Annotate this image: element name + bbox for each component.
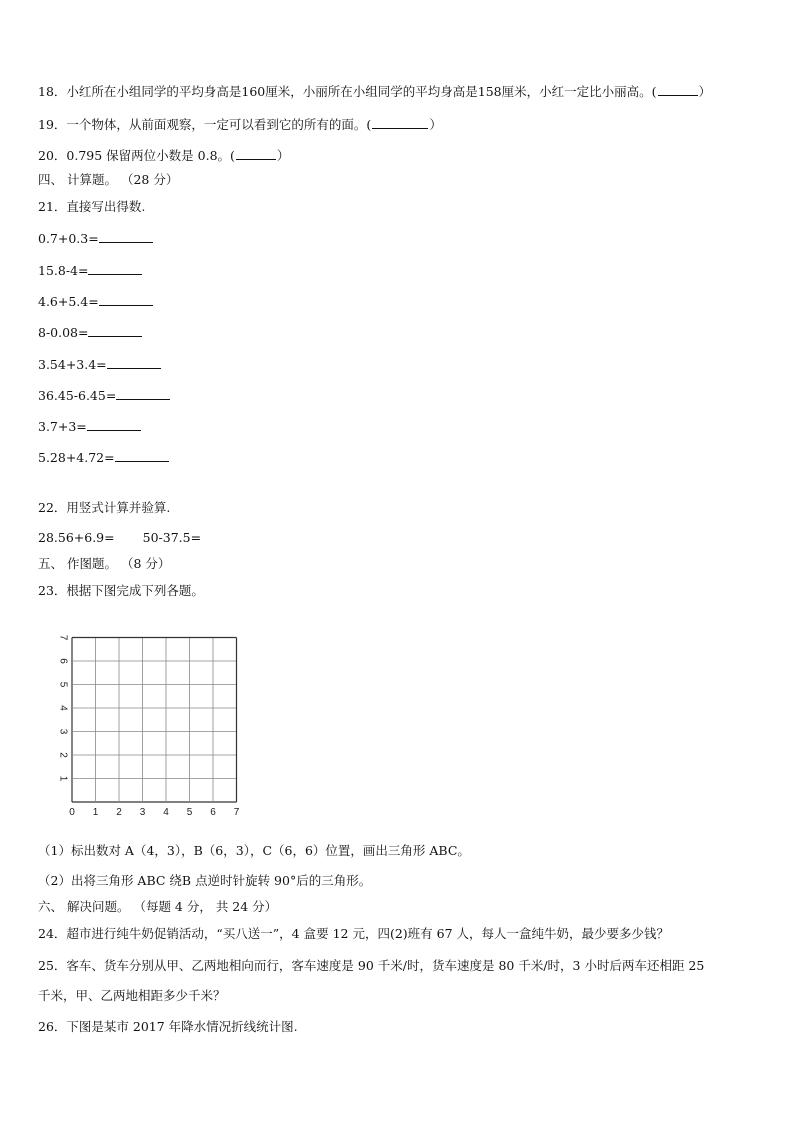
question-22-expressions <box>38 530 201 546</box>
section-4-heading: 四、 计算题。 （28 分） <box>38 172 179 187</box>
y-tick-label: 5 <box>57 681 69 688</box>
answer-blank[interactable] <box>372 116 428 129</box>
y-tick-label: 3 <box>57 728 69 735</box>
x-tick-label: 7 <box>233 807 240 818</box>
answer-blank[interactable] <box>658 83 698 96</box>
answer-blank[interactable] <box>87 418 141 431</box>
answer-blank[interactable] <box>236 147 276 160</box>
calc-item: 15.8-4= <box>38 262 142 279</box>
y-tick-label: 1 <box>57 775 69 782</box>
y-tick-label: 2 <box>57 752 69 758</box>
answer-blank[interactable] <box>115 449 169 462</box>
question-20: 20．0.795 保留两位小数是 0.8。( ） <box>38 148 290 163</box>
question-23-title: 23．根据下图完成下列各题。 <box>38 583 204 598</box>
question-18-text: 18．小红所在小组同学的平均身高是160厘米，小丽所在小组同学的平均身高是158厘米，小红一定比小丽高。 <box>38 84 652 99</box>
question-25-line-2: 千米，甲、乙两地相距多少千米？ <box>38 988 226 1003</box>
question-23-sub1: （1）标出数对 A（4，3），B（6，3），C（6，6）位置，画出三角形 ABC。 <box>38 843 470 858</box>
y-tick-label: 4 <box>57 705 69 711</box>
question-20-text: 20．0.795 保留两位小数是 0.8。 <box>38 148 231 163</box>
calc-item: 0.7+0.3= <box>38 230 153 247</box>
expr-2: 50-37.5= <box>142 530 202 545</box>
question-19: 19．一个物体，从前面观察，一定可以看到它的所有的面。( ） <box>38 117 442 132</box>
answer-blank[interactable] <box>107 356 161 369</box>
x-tick-label: 0 <box>69 807 75 818</box>
answer-blank[interactable] <box>99 293 153 306</box>
question-24: 24．超市进行纯牛奶促销活动，“买八送一”，4 盒要 12 元，四(2)班有 67 人，每人一盒纯牛奶，最少要多少钱？ <box>38 926 670 941</box>
coordinate-grid-svg[interactable] <box>52 632 252 822</box>
answer-blank[interactable] <box>88 262 142 275</box>
calc-item: 3.54+3.4= <box>38 356 161 373</box>
answer-blank[interactable] <box>88 324 142 337</box>
section-5-heading: 五、 作图题。 （8 分） <box>38 556 171 571</box>
calc-item: 5.28+4.72= <box>38 449 169 466</box>
question-26: 26．下图是某市 2017 年降水情况折线统计图. <box>38 1019 298 1034</box>
question-23-sub2: （2）出将三角形 ABC 绕B 点逆时针旋转 90°后的三角形。 <box>38 873 372 888</box>
answer-blank[interactable] <box>99 230 153 243</box>
x-tick-label: 4 <box>163 807 169 818</box>
question-21-title: 21．直接写出得数. <box>38 199 146 214</box>
calc-item: 3.7+3= <box>38 418 141 435</box>
y-tick-label: 7 <box>57 634 69 641</box>
y-tick-label: 6 <box>57 658 69 664</box>
x-tick-label: 1 <box>92 807 99 818</box>
x-tick-label: 3 <box>139 807 146 818</box>
calc-item: 4.6+5.4= <box>38 293 153 310</box>
question-19-text: 19．一个物体，从前面观察，一定可以看到它的所有的面。 <box>38 117 367 132</box>
question-18: 18．小红所在小组同学的平均身高是160厘米，小丽所在小组同学的平均身高是158厘米，小红一定比小丽高。( ） <box>38 84 712 99</box>
question-22-title: 22．用竖式计算并验算. <box>38 500 171 515</box>
expr-1: 28.56+6.9= <box>38 530 115 545</box>
calc-item: 36.45-6.45= <box>38 387 170 404</box>
x-tick-label: 5 <box>186 807 193 818</box>
x-tick-label: 6 <box>210 807 216 818</box>
calc-item: 8-0.08= <box>38 324 142 341</box>
x-tick-label: 2 <box>116 807 122 818</box>
coordinate-grid[interactable] <box>52 632 252 822</box>
section-6-heading: 六、 解决问题。 （每题 4 分， 共 24 分） <box>38 899 278 914</box>
answer-blank[interactable] <box>116 387 170 400</box>
question-25-line-1: 25．客车、货车分别从甲、乙两地相向而行，客车速度是 90 千米/时，货车速度是 80 千米/时，3 小时后两车还相距 25 <box>38 958 705 973</box>
